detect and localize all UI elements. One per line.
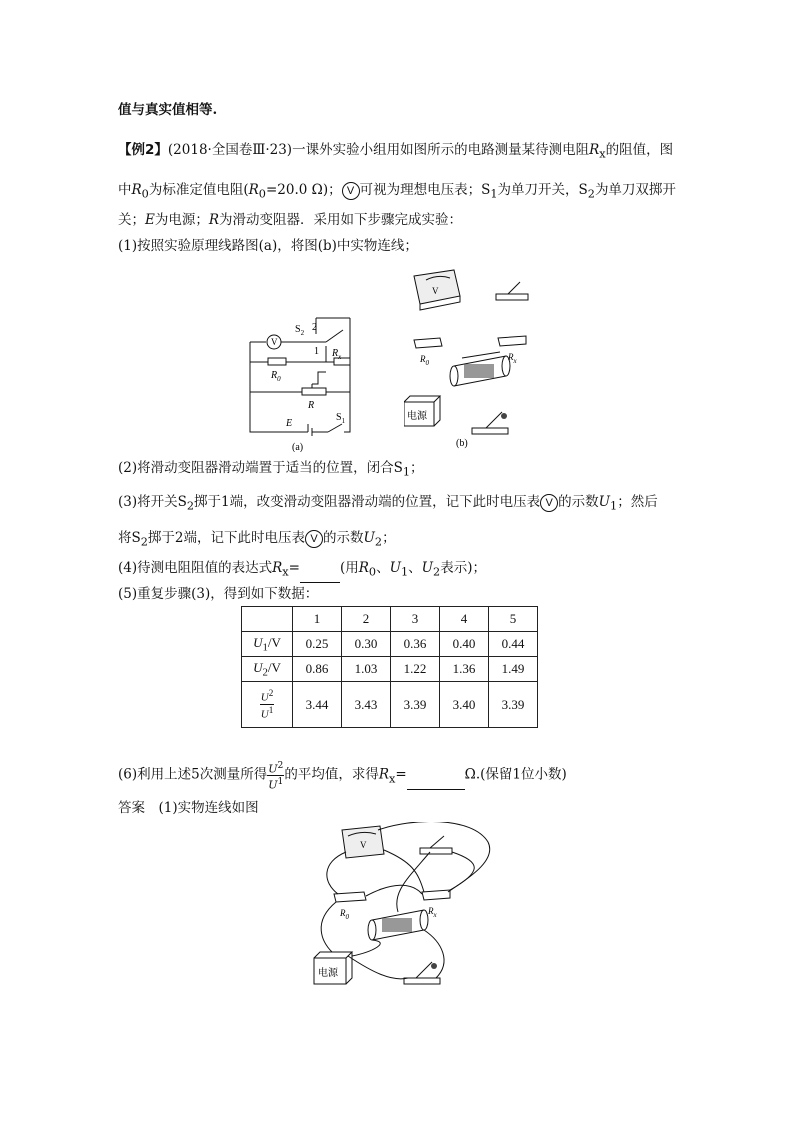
voltmeter-icon: V (305, 530, 323, 548)
sup-2: 2 (268, 688, 274, 699)
sub-x: x (599, 147, 606, 161)
text-span: 为单刀双掷开 (594, 182, 676, 198)
text-span: 关； (118, 212, 145, 228)
sym-u: U (598, 494, 611, 510)
apparatus-figure-b (404, 266, 534, 452)
table-cell: 3.43 (342, 682, 391, 728)
voltmeter-icon: V (342, 182, 360, 200)
text-span: ； (382, 530, 396, 546)
power-label: 电源 (407, 411, 427, 422)
answer-wiring-figure (312, 822, 498, 994)
label-s1: $S_1$ (336, 412, 346, 425)
label-r0: $R_0$ (271, 370, 281, 383)
text-span: 的阻值，图 (605, 142, 674, 158)
text-span: 表示)； (440, 560, 486, 576)
sup-2: 2 (277, 760, 284, 771)
sym-r0: R (131, 182, 142, 198)
label-r0: $R_0$ (420, 354, 429, 367)
ratio-fraction (260, 688, 275, 720)
text-span: 的示数 (323, 530, 364, 546)
table-cell: 2 (342, 607, 391, 632)
step-5: (5)重复步骤(3)，得到如下数据： (118, 586, 319, 602)
table-cell: 1.03 (342, 657, 391, 682)
table-cell: 3 (391, 607, 440, 632)
step-1: (1)按照实验原理线路图(a)，将图(b)中实物连线； (118, 238, 418, 254)
text-span: 的平均值，求得 (284, 766, 379, 783)
circuit-diagram-a (246, 312, 362, 452)
text-span: 将 (118, 530, 132, 546)
table-cell: 3.44 (293, 682, 342, 728)
table-cell: 0.25 (293, 632, 342, 657)
sym-u: U (363, 530, 375, 546)
sub-0: 0 (141, 187, 149, 201)
example-line-2 (118, 180, 676, 205)
example-line-1 (118, 140, 673, 165)
intro-line: 值与真实值相等. (118, 102, 218, 118)
ratio-denominator (260, 705, 275, 721)
label-rx: $R_x$ (332, 348, 342, 361)
text-span: (3)将开关 (118, 494, 178, 510)
ratio-numerator (267, 760, 284, 776)
table-cell: 0.86 (293, 657, 342, 682)
power-label: 电源 (318, 968, 338, 979)
sub-x: x (389, 772, 396, 786)
figure-a-label: (a) (292, 442, 304, 452)
label-rx: $R_x$ (428, 906, 437, 919)
unit-label: /V (267, 659, 281, 675)
sym-rx: R (589, 142, 600, 158)
table-cell: 3.39 (489, 682, 538, 728)
unit-label: /V (267, 634, 281, 650)
text-span: 为滑动变阻器．采用如下步骤完成实验： (219, 212, 463, 228)
text-span: 为单刀开关， (497, 182, 579, 198)
ratio-denominator (267, 776, 284, 791)
text-span: (6)利用上述5次测量所得 (118, 766, 268, 783)
ratio-fraction (267, 760, 284, 790)
figure-b-label: (b) (456, 438, 468, 449)
data-table (241, 606, 538, 728)
voltmeter-symbol: V (360, 840, 367, 850)
text-span: (用 (339, 560, 359, 576)
answer-blank[interactable] (407, 775, 465, 790)
sub-2: 2 (374, 535, 383, 549)
table-cell: 0.36 (391, 632, 440, 657)
table-cell: 1.49 (489, 657, 538, 682)
example-tag: 【例2】 (118, 142, 168, 158)
text-span: = (288, 560, 300, 576)
sym-u: U (389, 560, 401, 576)
sym-r0: R (358, 560, 369, 576)
table-cell: 4 (440, 607, 489, 632)
table-cell: 3.40 (440, 682, 489, 728)
text-span: (2)将滑动变阻器滑动端置于适当的位置，闭合 (118, 460, 394, 476)
row-label-u2 (242, 657, 293, 682)
voltmeter-symbol: V (271, 337, 278, 347)
answer-blank[interactable] (300, 568, 340, 583)
table-cell: 1 (293, 607, 342, 632)
sub-1: 1 (402, 465, 411, 479)
sym-u: U (253, 659, 263, 675)
sym-u: U (268, 762, 278, 776)
table-header-row (242, 607, 538, 632)
example-line-3 (118, 210, 462, 230)
text-span: ；然后 (617, 494, 658, 510)
text-span: 可视为理想电压表； (359, 182, 482, 198)
sym-s: S (481, 182, 491, 198)
sub-2: 2 (140, 535, 148, 549)
sym-u: U (268, 778, 278, 792)
table-cell: 0.40 (440, 632, 489, 657)
label-r0-sub: 0 (425, 359, 429, 367)
text-span: 为电源； (154, 212, 209, 228)
label-rx-sub: x (338, 353, 342, 361)
voltmeter-icon: V (540, 494, 558, 512)
label-s2-sub: 2 (300, 329, 305, 337)
sym-s: S (578, 182, 588, 198)
text-span: 一课外实验小组用如图所示的电路测量某待测电阻 (292, 142, 590, 158)
table-row (242, 632, 538, 657)
sub-0: 0 (368, 565, 377, 579)
sym-rx: R (378, 766, 389, 783)
text-span: 的示数 (558, 494, 599, 510)
table-cell: 1.36 (440, 657, 489, 682)
sub-1: 1 (490, 187, 498, 201)
sym-r: R (208, 212, 220, 228)
sub-2: 2 (262, 666, 268, 679)
step-3-line-2 (118, 528, 396, 553)
text-span: 掷于1端，改变滑动变阻器滑动端的位置，记下此时电压表 (194, 494, 541, 510)
sym-u: U (421, 560, 434, 576)
table-row (242, 657, 538, 682)
step-6 (118, 760, 567, 790)
node-label-1: 1 (314, 346, 319, 357)
sym-u: U (260, 692, 269, 704)
text-span: 中 (118, 182, 132, 198)
table-cell: 3.39 (391, 682, 440, 728)
sub-2: 2 (433, 565, 441, 579)
label-s2: $S_2$ (295, 324, 305, 337)
label-rx: $R_x$ (508, 352, 517, 365)
label-r: R (308, 400, 315, 411)
text-span: =20.0 Ω)； (265, 182, 342, 198)
label-r0: $R_0$ (340, 908, 349, 921)
sym-r0: R (248, 182, 259, 198)
example-source: (2018·全国卷Ⅲ·23) (167, 142, 293, 158)
label-r0-sub: 0 (277, 375, 281, 383)
table-cell: 0.44 (489, 632, 538, 657)
sym-u: U (253, 634, 263, 650)
voltmeter-symbol: V (432, 286, 439, 296)
text-span: (4)待测电阻阻值的表达式 (118, 560, 273, 576)
label-r0-sub: 0 (345, 913, 349, 921)
text-span: 、 (408, 560, 422, 576)
sym-u: U (260, 708, 269, 721)
sym-rx: R (272, 560, 283, 576)
step-3-line-1 (118, 492, 658, 517)
sym-s: S (177, 494, 187, 510)
sub-x: x (282, 565, 289, 579)
label-rx-sub: x (513, 357, 517, 365)
table-cell: 5 (489, 607, 538, 632)
node-label-2: 2 (312, 322, 317, 333)
text-span: 掷于2端，记下此时电压表 (147, 530, 306, 546)
text-span: 为标准定值电阻( (148, 182, 249, 198)
table-cell: 1.22 (391, 657, 440, 682)
sub-1: 1 (262, 641, 268, 654)
ratio-numerator (260, 688, 275, 705)
sym-e: E (145, 212, 155, 228)
answer-label: 答案 (118, 800, 145, 816)
table-row (242, 682, 538, 728)
row-label-u1 (242, 632, 293, 657)
sub-1: 1 (400, 565, 409, 579)
sub-2: 2 (186, 499, 195, 513)
answer-text: (1)实物连线如图 (158, 800, 259, 816)
row-label-ratio (242, 682, 293, 728)
sub-0: 0 (258, 187, 266, 201)
step-2: (2)将滑动变阻器滑动端置于适当的位置，闭合$S_1$； (118, 460, 424, 479)
sup-1: 1 (277, 775, 284, 787)
label-rx-sub: x (433, 911, 437, 919)
text-span: Ω.(保留1位小数) (464, 766, 567, 783)
text-span: 、 (376, 560, 390, 576)
answer-line (118, 798, 259, 818)
sub-2: 2 (587, 187, 595, 201)
label-e: E (286, 418, 293, 429)
sym-s: S (131, 530, 141, 546)
sup-1: 1 (268, 705, 274, 715)
text-span: = (395, 766, 407, 783)
label-s1-sub: 1 (341, 417, 346, 425)
table-cell: 0.30 (342, 632, 391, 657)
sym-s: S (393, 460, 403, 476)
sub-1: 1 (610, 499, 618, 513)
table-cell (242, 607, 293, 632)
step-4 (118, 558, 486, 583)
